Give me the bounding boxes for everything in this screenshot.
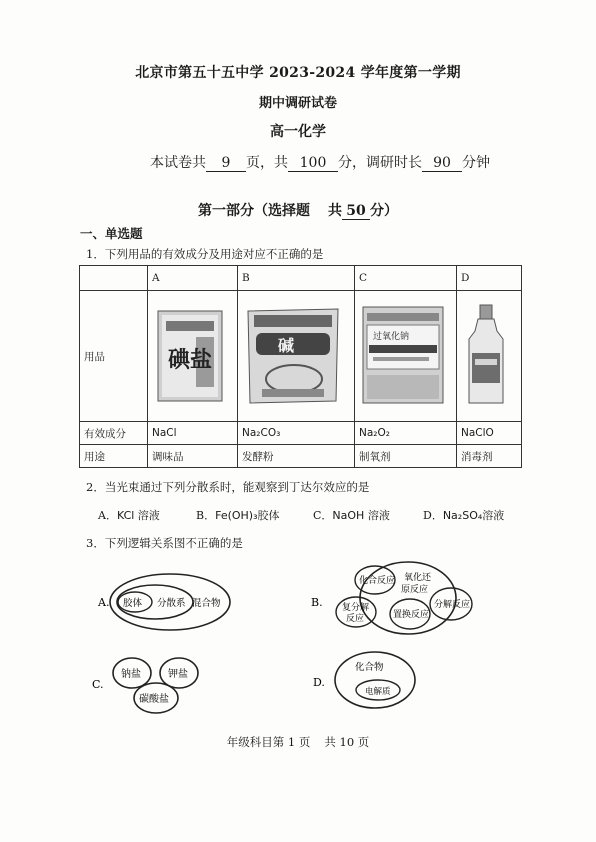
label-sodium-salt: 钠盐 xyxy=(121,669,141,680)
option-a-ingredient: NaCl xyxy=(148,422,238,445)
pages-prefix: 本试卷共 xyxy=(150,155,206,171)
salt-package-image xyxy=(152,297,228,412)
diagram-d-letter: D. xyxy=(313,676,325,689)
label-electrolyte: 电解质 xyxy=(365,687,391,697)
exam-info-line xyxy=(150,152,490,172)
table-row xyxy=(80,445,522,468)
table-row xyxy=(80,422,522,445)
diagram-d xyxy=(313,652,415,708)
table-corner-cell xyxy=(80,266,148,291)
label-double-decomposition-2: 反应 xyxy=(346,614,365,624)
score-value: 100 xyxy=(288,155,338,172)
label-redox-2: 原反应 xyxy=(401,585,429,595)
question-3-diagrams xyxy=(0,550,596,730)
option-c-image-cell xyxy=(355,291,457,422)
page-footer xyxy=(0,734,596,750)
label-carbonate: 碳酸盐 xyxy=(139,694,169,705)
label-decomposition-reaction: 分解反应 xyxy=(434,600,471,610)
question-1-stem: 1．下列用品的有效成分及用途对应不正确的是 xyxy=(86,247,324,261)
label-dispersion-system: 分散系 xyxy=(157,598,186,609)
subject-title: 高一化学 xyxy=(270,124,326,140)
label-potassium-salt: 钾盐 xyxy=(168,669,188,680)
option-c-ingredient: Na₂O₂ xyxy=(355,422,457,445)
row-label-use: 用途 xyxy=(80,445,148,468)
exam-title: 期中调研试卷 xyxy=(258,96,337,111)
diagram-a xyxy=(97,574,230,630)
diagram-c xyxy=(92,658,198,713)
question-2-stem: 2．当光束通过下列分散系时，能观察到丁达尔效应的是 xyxy=(86,480,370,494)
part-one-score: 50 xyxy=(342,203,370,220)
option-c-letter: C xyxy=(355,266,457,291)
part-one-heading xyxy=(0,200,596,220)
label-combination-reaction: 化合反应 xyxy=(359,576,396,586)
option-b-image-cell xyxy=(238,291,355,422)
option-d-letter: D xyxy=(457,266,522,291)
option-a-image-cell xyxy=(148,291,238,422)
bleach-bottle-image xyxy=(461,297,511,412)
score-suffix: 分，调研时长 xyxy=(338,155,422,171)
option-d-ingredient: NaClO xyxy=(457,422,522,445)
table-header-row xyxy=(80,266,522,291)
q2-choice-a: A．KCl 溶液 xyxy=(98,509,160,522)
school-title: 北京市第五十五中学 2023-2024 学年度第一学期 xyxy=(135,65,461,81)
soda-package-text: 碱 xyxy=(278,336,295,355)
diagram-a-letter: A. xyxy=(98,596,110,609)
question-1-table xyxy=(79,265,522,468)
label-compound: 化合物 xyxy=(355,662,384,673)
question-3-stem: 3．下列逻辑关系图不正确的是 xyxy=(86,536,243,550)
option-b-ingredient: Na₂CO₃ xyxy=(238,422,355,445)
footer-total-pages: 共 10 页 xyxy=(324,735,370,749)
soda-package-image xyxy=(242,297,344,412)
peroxide-package-image xyxy=(359,297,447,412)
option-a-use: 调味品 xyxy=(148,445,238,468)
option-a-letter: A xyxy=(148,266,238,291)
part-one-prefix: 第一部分（选择题 xyxy=(198,203,310,219)
row-label-item: 用品 xyxy=(80,291,148,422)
diagram-b-letter: B. xyxy=(311,596,323,609)
diagram-b xyxy=(311,562,472,634)
label-redox-1: 氧化还 xyxy=(404,573,432,583)
label-double-decomposition-1: 复分解 xyxy=(342,603,370,613)
q2-choice-b: B．Fe(OH)₃胶体 xyxy=(196,509,280,522)
time-suffix: 分钟 xyxy=(462,155,490,171)
option-d-image-cell xyxy=(457,291,522,422)
label-displacement-reaction: 置换反应 xyxy=(393,610,430,620)
row-label-ingredient: 有效成分 xyxy=(80,422,148,445)
pages-suffix: 页，共 xyxy=(246,155,288,171)
option-c-use: 制氧剂 xyxy=(355,445,457,468)
peroxide-package-text: 过氧化钠 xyxy=(373,332,410,342)
option-b-letter: B xyxy=(238,266,355,291)
salt-package-text: 碘盐 xyxy=(168,347,213,373)
pages-value: 9 xyxy=(206,155,246,172)
part-one-total-prefix: 共 xyxy=(328,203,342,219)
footer-page-number: 年级科目第 1 页 xyxy=(226,735,311,749)
q2-choice-d: D．Na₂SO₄溶液 xyxy=(423,509,505,522)
label-mixture: 混合物 xyxy=(192,598,221,609)
part-one-suffix: 分） xyxy=(370,203,398,219)
diagram-c-letter: C. xyxy=(92,678,104,691)
option-d-use: 消毒剂 xyxy=(457,445,522,468)
time-value: 90 xyxy=(422,155,462,172)
section-title: 一、单选题 xyxy=(80,226,143,241)
table-row xyxy=(80,291,522,422)
label-colloid: 胶体 xyxy=(123,598,143,609)
q2-choice-c: C．NaOH 溶液 xyxy=(313,509,390,522)
option-b-use: 发酵粉 xyxy=(238,445,355,468)
